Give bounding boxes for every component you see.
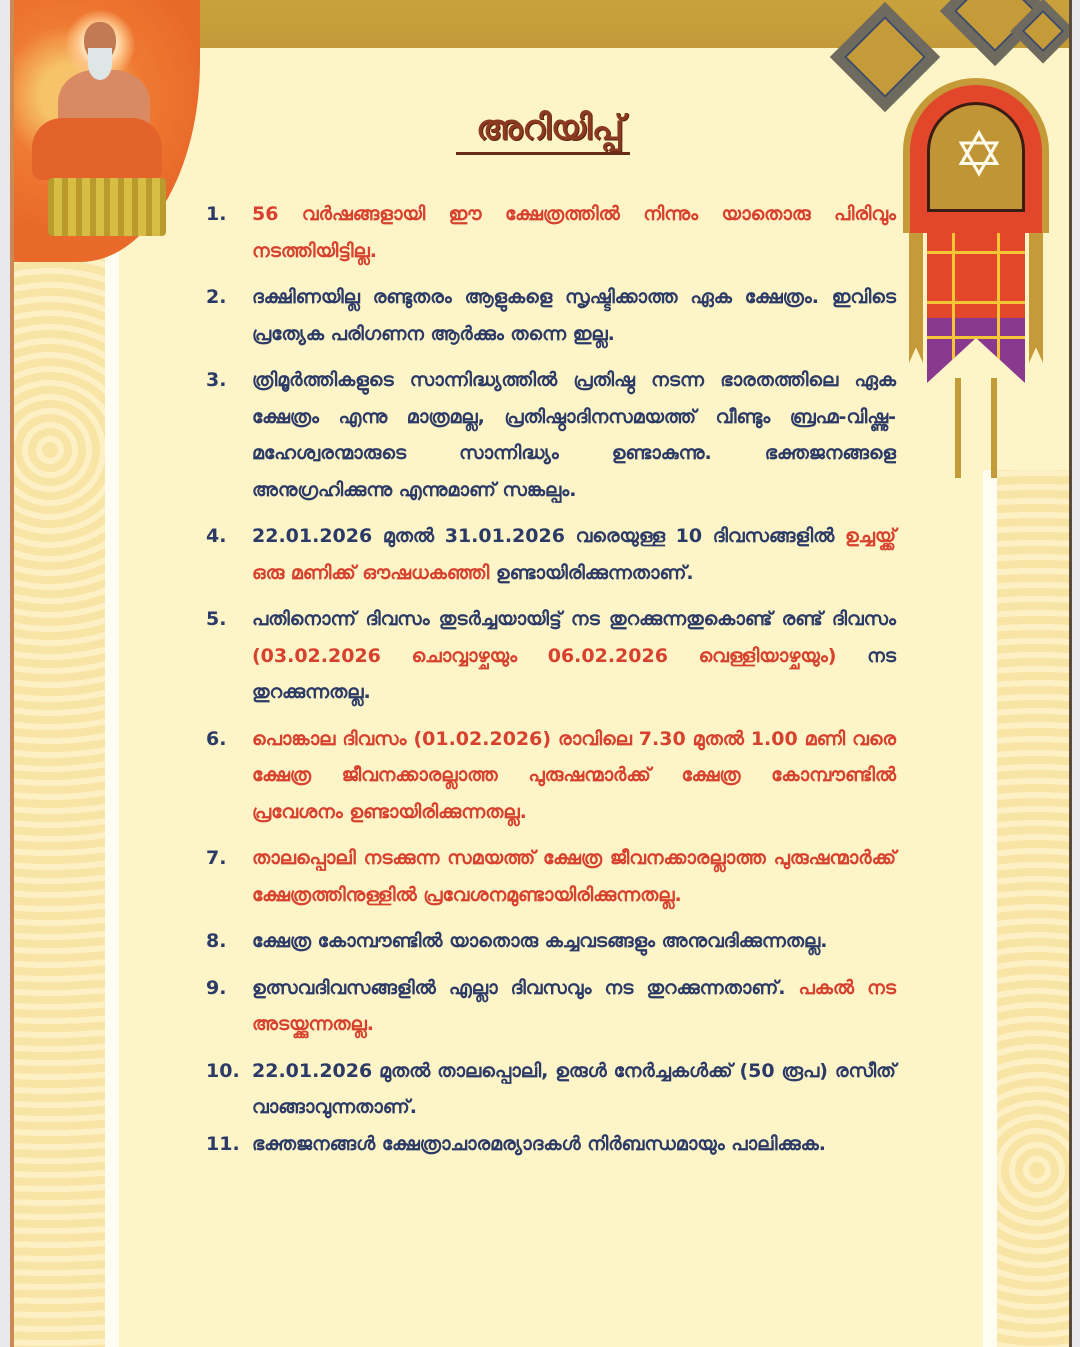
notice-segment: 56 വർഷങ്ങളായി ഈ ക്ഷേത്രത്തിൽ നിന്നും യാതൊരു പിരിവും നടത്തിയിട്ടില്ല.	[252, 203, 896, 262]
notice-item	[206, 279, 896, 352]
star-icon: ✡	[953, 118, 1005, 191]
notice-text	[252, 1060, 896, 1119]
ribbon-left	[909, 233, 923, 363]
notice-text	[252, 1133, 826, 1155]
notice-text	[252, 728, 896, 823]
notice-number: 6.	[206, 727, 227, 750]
notice-number: 2.	[206, 286, 227, 308]
notice-number: 4.	[206, 525, 227, 547]
notice-number: 5.	[206, 608, 227, 630]
arch-inner	[927, 102, 1025, 212]
notice-segment: 22.01.2026 മുതൽ താലപ്പൊലി, ഉരുൾ നേർച്ചകൾക്ക് (50 രൂപ) രസീത് വാങ്ങാവുന്നതാണ്.	[252, 1059, 896, 1118]
page-title: അറിയിപ്പ്	[476, 108, 624, 148]
notice-segment: ഉച്ചയ്ക്ക് ഒരു മണിക്ക് ഔഷധകഞ്ഞി	[252, 525, 896, 584]
portrait-robe	[32, 118, 162, 180]
notice-item	[206, 1126, 896, 1163]
checkered-flag	[927, 233, 1025, 383]
notice-item	[206, 601, 896, 711]
notice-segment: നട തുറക്കുന്നതല്ല.	[252, 644, 896, 703]
notice-text	[252, 608, 896, 703]
notice-text	[252, 977, 896, 1036]
portrait-beard	[88, 48, 112, 80]
notice-segment: 22.01.2026 മുതൽ 31.01.2026 വരെയുള്ള 10 ദിവസങ്ങളിൽ	[252, 525, 845, 547]
notice-segment: ഉത്സവദിവസങ്ങളിൽ എല്ലാ ദിവസവും നട തുറക്കുന്നതാണ്.	[252, 976, 799, 999]
temple-emblem-banner	[903, 78, 1049, 478]
left-border-gap	[105, 240, 119, 1347]
notice-number: 9.	[206, 976, 227, 999]
notice-segment: പകൽ നട അടയ്ക്കുന്നതല്ല.	[252, 976, 896, 1035]
notice-segment: ഭക്തജനങ്ങൾ ക്ഷേത്രാചാരമര്യാദകൾ നിർബന്ധമായും പാലിക്കുക.	[252, 1132, 826, 1155]
notice-segment: താലപ്പൊലി നടക്കുന്ന സമയത്ത് ക്ഷേത്ര ജീവനക്കാരല്ലാത്ത പുരുഷന്മാർക്ക് ക്ഷേത്രത്തിനുള്ളിൽ പ്രവേശനമുണ്ടായിരിക്കുന്നതല്ല.	[252, 847, 896, 906]
right-border-gap	[983, 470, 997, 1347]
notice-segment: പൊങ്കാല ദിവസം (01.02.2026) രാവിലെ 7.30 മുതൽ 1.00 മണി വരെ ക്ഷേത്ര ജീവനക്കാരല്ലാത്ത പുരുഷന്മാർക്ക് ക്ഷേത്ര കോമ്പൗണ്ടിൽ പ്രവേശനം ഉണ്ടായിരിക്കുന്നതല്ല.	[252, 727, 896, 823]
notice-number: 1.	[206, 203, 227, 225]
notice-number: 8.	[206, 930, 227, 952]
tail-right	[991, 378, 997, 478]
notice-segment: ത്രിമൂർത്തികളുടെ സാന്നിദ്ധ്യത്തിൽ പ്രതിഷ്ഠ നടന്ന ഭാരതത്തിലെ ഏക ക്ഷേത്രം എന്നു മാത്രമല്ല, പ്രതിഷ്ഠാദിനസമയത്ത് വീണ്ടും ബ്രഹ്മ-വിഷ്ണു-മഹേശ്വരന്മാരുടെ സാന്നിദ്ധ്യം ഉണ്ടാകുന്നു. ഭക്തജനങ്ങളെ അനുഗ്രഹിക്കുന്നു എന്നുമാണ് സങ്കല്പം.	[252, 369, 896, 501]
notice-item	[206, 518, 896, 591]
right-decorative-border	[997, 470, 1072, 1347]
notice-item	[206, 196, 896, 269]
notice-number: 7.	[206, 847, 227, 869]
notice-segment: പതിനൊന്ന് ദിവസം തുടർച്ചയായിട്ട് നട തുറക്കുന്നതുകൊണ്ട് രണ്ട് ദിവസം	[252, 608, 896, 630]
notice-text	[252, 930, 827, 952]
notice-item	[206, 923, 896, 960]
notice-list	[206, 196, 896, 1172]
ribbon-right	[1029, 233, 1043, 363]
notice-text	[252, 369, 896, 501]
notice-segment: ക്ഷേത്ര കോമ്പൗണ്ടിൽ യാതൊരു കച്ചവടങ്ങളും അനുവദിക്കുന്നതല്ല.	[252, 930, 828, 952]
page-edge-left	[10, 0, 14, 1347]
notice-number: 3.	[206, 369, 227, 391]
notice-item	[206, 362, 896, 508]
notice-item	[206, 840, 896, 913]
notice-number: 11.	[206, 1132, 240, 1155]
notice-item	[206, 970, 896, 1043]
notice-text	[252, 203, 896, 262]
notice-text	[252, 847, 896, 906]
notice-text	[252, 286, 896, 345]
notice-segment: ഉണ്ടായിരിക്കുന്നതാണ്.	[489, 561, 694, 584]
tail-left	[955, 378, 961, 478]
saint-portrait	[10, 0, 200, 262]
golden-seat	[48, 178, 166, 236]
notice-segment: ദക്ഷിണയില്ല രണ്ടുതരം ആളുകളെ സൃഷ്ടിക്കാത്ത ഏക ക്ഷേത്രം. ഇവിടെ പ്രത്യേക പരിഗണന ആർക്കും തന്നെ ഇല്ല.	[252, 286, 896, 345]
title-underline	[456, 152, 630, 155]
left-decorative-border	[10, 250, 105, 1347]
notice-item	[206, 721, 896, 831]
notice-segment: (03.02.2026 ചൊവ്വാഴ്ചയും 06.02.2026 വെള്ളിയാഴ്ചയും)	[252, 644, 837, 667]
notice-number: 10.	[206, 1059, 240, 1082]
page-edge-right	[1069, 0, 1072, 1347]
notice-text	[252, 525, 896, 584]
notice-item	[206, 1053, 896, 1126]
